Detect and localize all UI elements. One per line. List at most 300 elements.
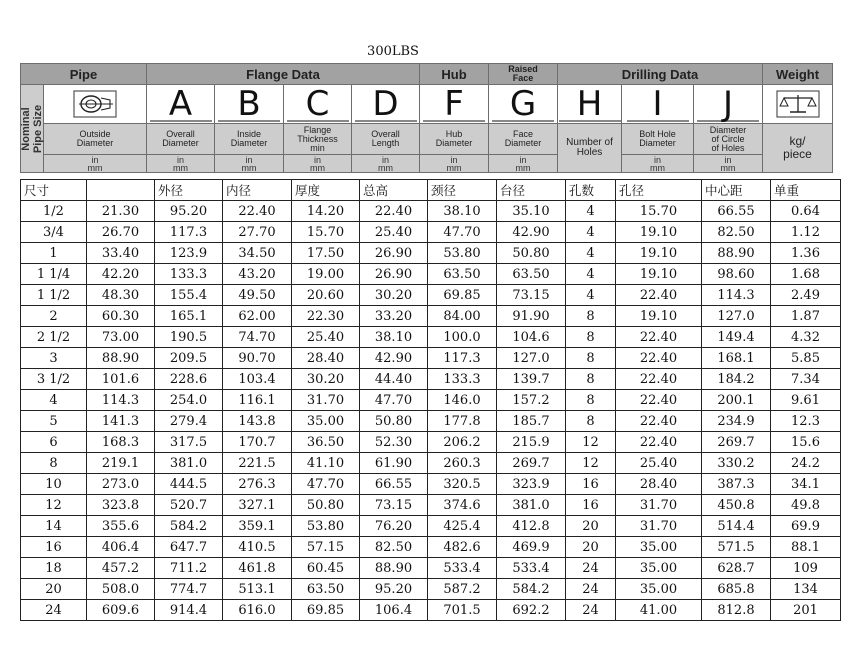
table-row	[21, 348, 841, 369]
table-cell: 47.70	[428, 222, 497, 243]
table-cell: 221.5	[223, 453, 292, 474]
table-cell: 28.40	[292, 348, 360, 369]
table-cell: 8	[566, 411, 616, 432]
table-cell: 50.80	[360, 411, 428, 432]
group-flange-data: Flange Data	[147, 64, 420, 85]
table-cell: 76.20	[360, 516, 428, 537]
table-cell: 149.4	[702, 327, 771, 348]
table-cell: 20	[566, 516, 616, 537]
table-cell: 279.4	[155, 411, 223, 432]
table-cell: 685.8	[702, 579, 771, 600]
desc-inside-diameter: Inside Diameter	[215, 124, 284, 155]
table-cell: 133.3	[428, 369, 497, 390]
table-cell: 482.6	[428, 537, 497, 558]
table-row	[21, 600, 841, 621]
table-cell: 22.40	[616, 285, 702, 306]
table-cell: 15.6	[771, 432, 841, 453]
letter-g: G	[489, 85, 558, 124]
unit-cell: in mm	[147, 155, 215, 173]
desc-face-diameter: Face Diameter	[489, 124, 558, 155]
table-cell: 12	[566, 453, 616, 474]
table-cell: 117.3	[155, 222, 223, 243]
table-cell: 82.50	[360, 537, 428, 558]
table-cell: 273.0	[87, 474, 155, 495]
table-cell: 24.2	[771, 453, 841, 474]
table-cell: 27.70	[223, 222, 292, 243]
table-cell: 374.6	[428, 495, 497, 516]
pipe-size-cell: 1 1/2	[21, 285, 87, 306]
data-table	[20, 179, 841, 621]
table-cell: 201	[771, 600, 841, 621]
table-row	[21, 327, 841, 348]
table-row	[21, 495, 841, 516]
table-cell: 25.40	[616, 453, 702, 474]
table-cell: 584.2	[497, 579, 566, 600]
unit-cell: in mm	[284, 155, 352, 173]
table-cell: 63.50	[292, 579, 360, 600]
table-cell: 88.90	[360, 558, 428, 579]
cn-header-row	[21, 180, 841, 201]
table-cell: 0.64	[771, 201, 841, 222]
pipe-size-cell: 12	[21, 495, 87, 516]
table-cell: 50.80	[292, 495, 360, 516]
table-cell: 73.15	[497, 285, 566, 306]
table-cell: 323.9	[497, 474, 566, 495]
group-weight: Weight	[763, 64, 833, 85]
pipe-size-cell: 10	[21, 474, 87, 495]
table-cell: 8	[566, 348, 616, 369]
scale-icon	[776, 90, 820, 118]
group-raised-face: Raised Face	[489, 64, 558, 85]
table-cell: 184.2	[702, 369, 771, 390]
table-cell: 359.1	[223, 516, 292, 537]
desc-overall-diameter: Overall Diameter	[147, 124, 215, 155]
table-row	[21, 390, 841, 411]
table-cell: 47.70	[292, 474, 360, 495]
table-cell: 4	[566, 201, 616, 222]
desc-flange-thickness: Flange Thickness min	[284, 124, 352, 155]
table-cell: 143.8	[223, 411, 292, 432]
table-cell: 22.40	[360, 201, 428, 222]
table-cell: 209.5	[155, 348, 223, 369]
pipe-icon	[73, 90, 117, 118]
table-cell: 22.40	[616, 369, 702, 390]
table-cell: 157.2	[497, 390, 566, 411]
table-cell: 508.0	[87, 579, 155, 600]
table-cell: 4	[566, 264, 616, 285]
table-cell: 60.45	[292, 558, 360, 579]
table-cell: 387.3	[702, 474, 771, 495]
table-cell: 114.3	[87, 390, 155, 411]
table-row	[21, 558, 841, 579]
table-cell: 12	[566, 432, 616, 453]
table-cell: 320.5	[428, 474, 497, 495]
table-row	[21, 369, 841, 390]
table-cell: 104.6	[497, 327, 566, 348]
table-cell: 381.0	[155, 453, 223, 474]
table-cell: 168.1	[702, 348, 771, 369]
table-cell: 69.85	[428, 285, 497, 306]
pipe-size-cell: 5	[21, 411, 87, 432]
table-cell: 520.7	[155, 495, 223, 516]
table-cell: 19.10	[616, 243, 702, 264]
table-cell: 42.90	[497, 222, 566, 243]
table-cell: 82.50	[702, 222, 771, 243]
table-cell: 24	[566, 600, 616, 621]
table-row	[21, 516, 841, 537]
cn-header-hole-diameter: 孔径	[616, 180, 702, 201]
table-row	[21, 432, 841, 453]
table-row	[21, 264, 841, 285]
pipe-size-cell: 3 1/2	[21, 369, 87, 390]
table-cell: 139.7	[497, 369, 566, 390]
table-cell: 190.5	[155, 327, 223, 348]
table-cell: 127.0	[497, 348, 566, 369]
table-cell: 49.50	[223, 285, 292, 306]
table-cell: 95.20	[155, 201, 223, 222]
table-cell: 170.7	[223, 432, 292, 453]
table-row	[21, 243, 841, 264]
group-pipe: Pipe	[21, 64, 147, 85]
table-row	[21, 285, 841, 306]
table-cell: 219.1	[87, 453, 155, 474]
table-cell: 16	[566, 495, 616, 516]
table-row	[21, 453, 841, 474]
table-cell: 206.2	[428, 432, 497, 453]
table-cell: 73.00	[87, 327, 155, 348]
table-cell: 33.40	[87, 243, 155, 264]
table-cell: 95.20	[360, 579, 428, 600]
table-cell: 44.40	[360, 369, 428, 390]
pipe-size-cell: 16	[21, 537, 87, 558]
table-cell: 19.00	[292, 264, 360, 285]
letter-h: H	[558, 85, 622, 124]
table-cell: 88.1	[771, 537, 841, 558]
table-cell: 774.7	[155, 579, 223, 600]
table-cell: 410.5	[223, 537, 292, 558]
table-cell: 21.30	[87, 201, 155, 222]
table-cell: 30.20	[360, 285, 428, 306]
desc-bolt-hole-diameter: Bolt Hole Diameter	[622, 124, 694, 155]
pipe-size-cell: 1/2	[21, 201, 87, 222]
cn-header-blank	[87, 180, 155, 201]
cn-header-face-diameter: 台径	[497, 180, 566, 201]
table-cell: 323.8	[87, 495, 155, 516]
table-cell: 22.40	[616, 432, 702, 453]
weight-unit: kg/ piece	[763, 124, 833, 173]
table-cell: 254.0	[155, 390, 223, 411]
table-cell: 127.0	[702, 306, 771, 327]
table-cell: 141.3	[87, 411, 155, 432]
table-cell: 228.6	[155, 369, 223, 390]
table-cell: 103.4	[223, 369, 292, 390]
pipe-size-cell: 1	[21, 243, 87, 264]
pipe-size-cell: 2	[21, 306, 87, 327]
table-cell: 34.50	[223, 243, 292, 264]
table-cell: 15.70	[616, 201, 702, 222]
table-cell: 381.0	[497, 495, 566, 516]
table-cell: 327.1	[223, 495, 292, 516]
table-cell: 8	[566, 306, 616, 327]
table-cell: 20	[566, 537, 616, 558]
table-row	[21, 201, 841, 222]
table-cell: 26.70	[87, 222, 155, 243]
table-cell: 84.00	[428, 306, 497, 327]
table-cell: 31.70	[616, 516, 702, 537]
table-cell: 4	[566, 285, 616, 306]
table-cell: 628.7	[702, 558, 771, 579]
table-cell: 1.36	[771, 243, 841, 264]
table-cell: 28.40	[616, 474, 702, 495]
pipe-size-cell: 8	[21, 453, 87, 474]
table-cell: 26.90	[360, 264, 428, 285]
table-cell: 73.15	[360, 495, 428, 516]
table-cell: 25.40	[360, 222, 428, 243]
table-cell: 17.50	[292, 243, 360, 264]
table-row	[21, 579, 841, 600]
desc-overall-length: Overall Length	[352, 124, 420, 155]
unit-cell: in mm	[622, 155, 694, 173]
table-cell: 88.90	[87, 348, 155, 369]
table-cell: 412.8	[497, 516, 566, 537]
table-cell: 47.70	[360, 390, 428, 411]
nominal-pipe-size-label: Nominal Pipe Size	[20, 104, 44, 153]
table-row	[21, 537, 841, 558]
table-cell: 461.8	[223, 558, 292, 579]
table-cell: 91.90	[497, 306, 566, 327]
table-cell: 4.32	[771, 327, 841, 348]
pipe-size-cell: 3	[21, 348, 87, 369]
table-cell: 116.1	[223, 390, 292, 411]
table-cell: 90.70	[223, 348, 292, 369]
table-cell: 1.68	[771, 264, 841, 285]
table-cell: 22.40	[616, 390, 702, 411]
table-cell: 38.10	[428, 201, 497, 222]
table-cell: 571.5	[702, 537, 771, 558]
table-cell: 616.0	[223, 600, 292, 621]
table-cell: 48.30	[87, 285, 155, 306]
unit-cell: in mm	[489, 155, 558, 173]
letter-c: C	[284, 85, 352, 124]
cn-header-unit-weight: 单重	[771, 180, 841, 201]
pipe-icon-cell	[44, 85, 147, 124]
pipe-size-cell: 24	[21, 600, 87, 621]
pipe-size-cell: 14	[21, 516, 87, 537]
group-drilling-data: Drilling Data	[558, 64, 763, 85]
table-cell: 69.85	[292, 600, 360, 621]
table-cell: 24	[566, 558, 616, 579]
table-cell: 63.50	[497, 264, 566, 285]
table-cell: 52.30	[360, 432, 428, 453]
table-cell: 66.55	[702, 201, 771, 222]
table-cell: 15.70	[292, 222, 360, 243]
table-cell: 4	[566, 222, 616, 243]
cn-header-inner-diameter: 内径	[223, 180, 292, 201]
table-cell: 269.7	[497, 453, 566, 474]
pipe-size-cell: 2 1/2	[21, 327, 87, 348]
table-cell: 88.90	[702, 243, 771, 264]
table-cell: 57.15	[292, 537, 360, 558]
table-cell: 330.2	[702, 453, 771, 474]
table-body	[21, 180, 841, 621]
nominal-pipe-size-cell	[21, 85, 44, 173]
table-cell: 317.5	[155, 432, 223, 453]
table-cell: 69.9	[771, 516, 841, 537]
table-cell: 711.2	[155, 558, 223, 579]
desc-number-of-holes: Number of Holes	[558, 124, 622, 173]
table-cell: 60.30	[87, 306, 155, 327]
table-cell: 22.40	[616, 348, 702, 369]
table-cell: 24	[566, 579, 616, 600]
table-cell: 50.80	[497, 243, 566, 264]
unit-cell: in mm	[215, 155, 284, 173]
unit-cell: in mm	[420, 155, 489, 173]
table-cell: 8	[566, 327, 616, 348]
table-cell: 587.2	[428, 579, 497, 600]
table-row	[21, 474, 841, 495]
table-cell: 49.8	[771, 495, 841, 516]
table-row	[21, 306, 841, 327]
cn-header-thickness: 厚度	[292, 180, 360, 201]
table-cell: 133.3	[155, 264, 223, 285]
pipe-size-cell: 1 1/4	[21, 264, 87, 285]
unit-cell: in mm	[352, 155, 420, 173]
table-cell: 9.61	[771, 390, 841, 411]
table-cell: 101.6	[87, 369, 155, 390]
group-hub: Hub	[420, 64, 489, 85]
table-cell: 98.60	[702, 264, 771, 285]
table-cell: 26.90	[360, 243, 428, 264]
table-cell: 1.87	[771, 306, 841, 327]
table-cell: 22.40	[616, 411, 702, 432]
table-cell: 692.2	[497, 600, 566, 621]
table-cell: 457.2	[87, 558, 155, 579]
table-cell: 106.4	[360, 600, 428, 621]
table-cell: 4	[566, 243, 616, 264]
table-cell: 450.8	[702, 495, 771, 516]
table-cell: 100.0	[428, 327, 497, 348]
table-cell: 8	[566, 390, 616, 411]
header-table	[20, 63, 833, 173]
table-cell: 30.20	[292, 369, 360, 390]
table-cell: 14.20	[292, 201, 360, 222]
table-cell: 19.10	[616, 222, 702, 243]
table-cell: 146.0	[428, 390, 497, 411]
cn-header-total-height: 总高	[360, 180, 428, 201]
table-cell: 514.4	[702, 516, 771, 537]
table-cell: 35.10	[497, 201, 566, 222]
table-cell: 62.00	[223, 306, 292, 327]
letter-b: B	[215, 85, 284, 124]
cn-header-center-distance: 中心距	[702, 180, 771, 201]
table-row	[21, 411, 841, 432]
table-cell: 155.4	[155, 285, 223, 306]
table-cell: 425.4	[428, 516, 497, 537]
table-cell: 25.40	[292, 327, 360, 348]
table-cell: 35.00	[292, 411, 360, 432]
table-cell: 215.9	[497, 432, 566, 453]
table-cell: 22.30	[292, 306, 360, 327]
table-cell: 276.3	[223, 474, 292, 495]
table-cell: 31.70	[616, 495, 702, 516]
desc-hub-diameter: Hub Diameter	[420, 124, 489, 155]
table-cell: 134	[771, 579, 841, 600]
table-cell: 53.80	[428, 243, 497, 264]
table-cell: 43.20	[223, 264, 292, 285]
letter-i: I	[622, 85, 694, 124]
table-cell: 16	[566, 474, 616, 495]
table-cell: 41.00	[616, 600, 702, 621]
table-cell: 61.90	[360, 453, 428, 474]
table-cell: 812.8	[702, 600, 771, 621]
table-cell: 35.00	[616, 537, 702, 558]
table-cell: 355.6	[87, 516, 155, 537]
table-cell: 165.1	[155, 306, 223, 327]
table-cell: 22.40	[616, 327, 702, 348]
cn-header-hole-count: 孔数	[566, 180, 616, 201]
table-cell: 12.3	[771, 411, 841, 432]
page-title: 300LBS	[367, 44, 419, 59]
table-cell: 609.6	[87, 600, 155, 621]
cn-header-size: 尺寸	[21, 180, 87, 201]
table-cell: 168.3	[87, 432, 155, 453]
table-cell: 42.90	[360, 348, 428, 369]
letter-d: D	[352, 85, 420, 124]
pipe-size-cell: 20	[21, 579, 87, 600]
table-cell: 109	[771, 558, 841, 579]
table-cell: 185.7	[497, 411, 566, 432]
table-cell: 117.3	[428, 348, 497, 369]
table-cell: 63.50	[428, 264, 497, 285]
table-cell: 22.40	[223, 201, 292, 222]
table-cell: 19.10	[616, 306, 702, 327]
pipe-size-cell: 4	[21, 390, 87, 411]
table-cell: 701.5	[428, 600, 497, 621]
table-cell: 513.1	[223, 579, 292, 600]
table-cell: 533.4	[428, 558, 497, 579]
cn-header-outer-diameter: 外径	[155, 180, 223, 201]
letter-f: F	[420, 85, 489, 124]
table-cell: 66.55	[360, 474, 428, 495]
table-cell: 42.20	[87, 264, 155, 285]
unit-cell: in mm	[44, 155, 147, 173]
unit-cell: in mm	[694, 155, 763, 173]
letter-j: J	[694, 85, 763, 124]
table-cell: 36.50	[292, 432, 360, 453]
table-cell: 200.1	[702, 390, 771, 411]
table-cell: 469.9	[497, 537, 566, 558]
table-cell: 34.1	[771, 474, 841, 495]
table-cell: 269.7	[702, 432, 771, 453]
letter-a: A	[147, 85, 215, 124]
cn-header-neck-diameter: 颈径	[428, 180, 497, 201]
table-cell: 114.3	[702, 285, 771, 306]
table-cell: 19.10	[616, 264, 702, 285]
table-cell: 123.9	[155, 243, 223, 264]
table-cell: 35.00	[616, 558, 702, 579]
table-cell: 647.7	[155, 537, 223, 558]
desc-circle-diameter: Diameter of Circle of Holes	[694, 124, 763, 155]
table-cell: 8	[566, 369, 616, 390]
table-cell: 406.4	[87, 537, 155, 558]
table-cell: 74.70	[223, 327, 292, 348]
desc-outside-diameter: Outside Diameter	[44, 124, 147, 155]
table-cell: 914.4	[155, 600, 223, 621]
table-cell: 2.49	[771, 285, 841, 306]
table-cell: 35.00	[616, 579, 702, 600]
table-cell: 177.8	[428, 411, 497, 432]
table-cell: 260.3	[428, 453, 497, 474]
